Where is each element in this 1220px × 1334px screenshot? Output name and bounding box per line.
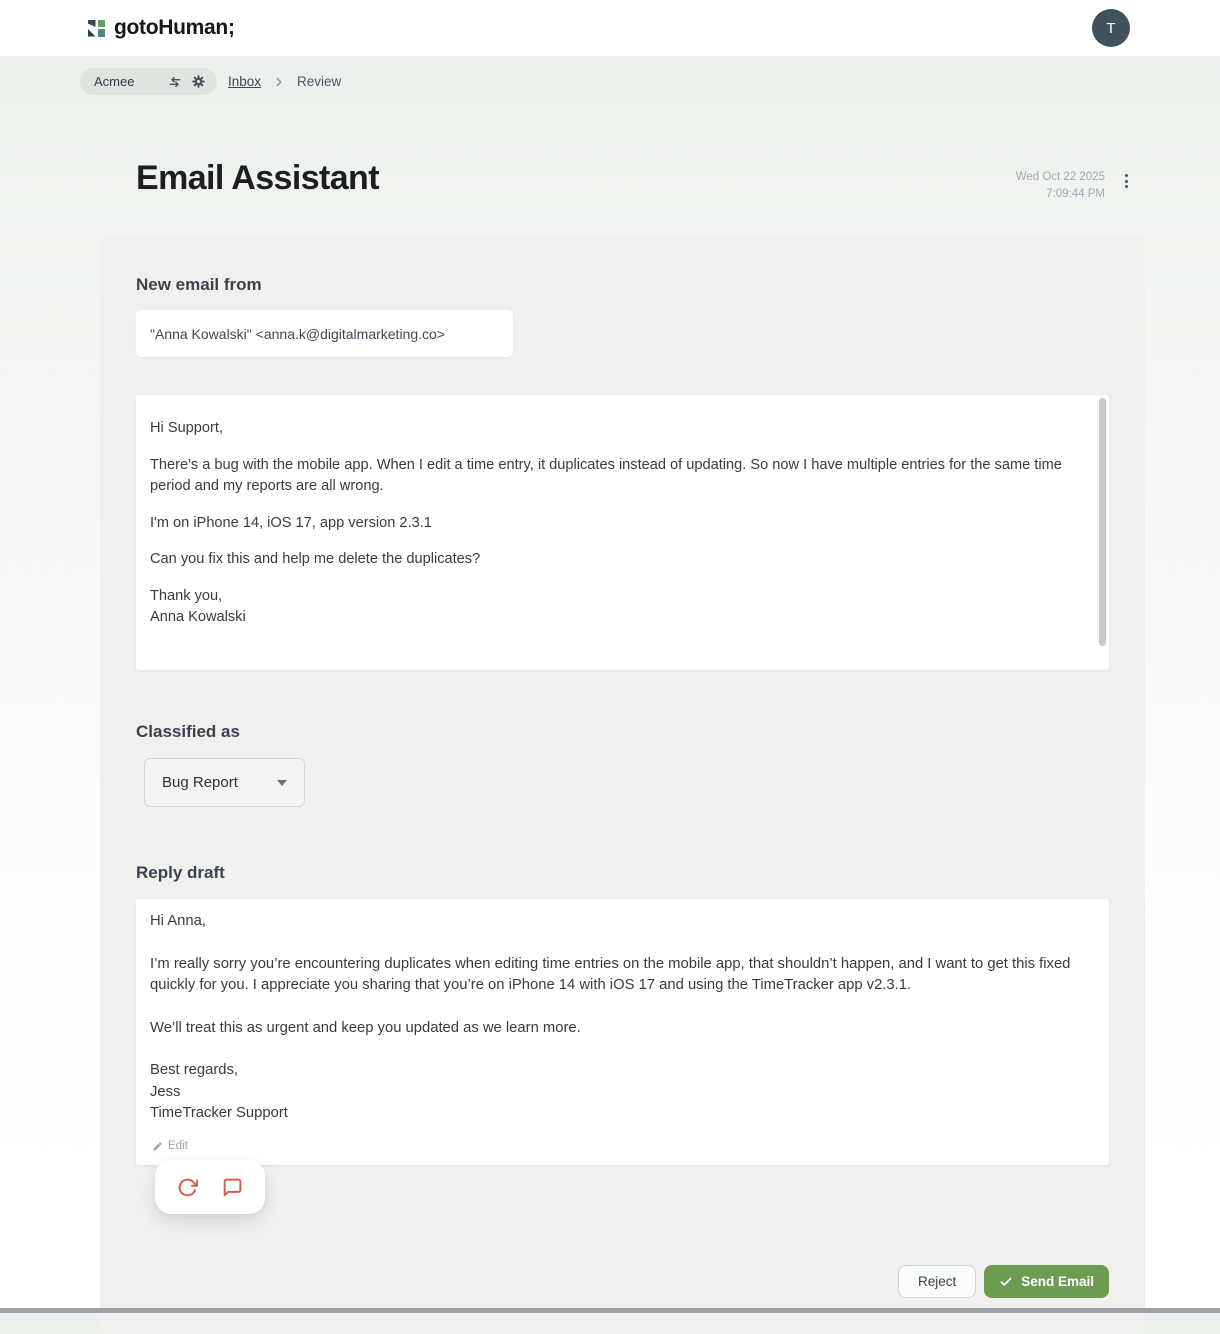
user-avatar[interactable]: T bbox=[1092, 9, 1130, 47]
more-options-icon[interactable] bbox=[1121, 171, 1132, 191]
incoming-email-card bbox=[136, 395, 1109, 670]
edit-button[interactable] bbox=[150, 1134, 190, 1160]
check-icon bbox=[999, 1275, 1013, 1289]
chevron-right-icon bbox=[272, 75, 286, 89]
logo-text: gotoHuman; bbox=[114, 16, 235, 39]
app-logo[interactable] bbox=[88, 16, 235, 40]
page-title: Email Assistant bbox=[136, 159, 379, 197]
reject-button[interactable]: Reject bbox=[898, 1265, 976, 1298]
reply-draft-body: Hi Anna, I’m really sorry you’re encountering duplicates when editing time entries on the mobile app, that shouldn’t happen, and I want to get this fixed quickly for you. I appreciate you sharing that you’re on iPhone 14 with iOS 17 and using the TimeTracker app v2.3.1. We’ll treat this as urgent and keep you updated as we learn more. Best regards, Jess TimeTracker Support bbox=[150, 913, 1071, 1121]
classification-select[interactable] bbox=[144, 758, 305, 807]
workspace-chip[interactable] bbox=[80, 68, 217, 95]
chevron-down-icon bbox=[277, 780, 287, 786]
regenerate-icon[interactable] bbox=[177, 1177, 198, 1198]
workspace-settings-icon[interactable] bbox=[191, 74, 206, 89]
timestamp-time: 7:09:44 PM bbox=[1046, 188, 1105, 200]
draft-actions-popover bbox=[155, 1160, 265, 1214]
app-header bbox=[0, 0, 1220, 57]
timestamp bbox=[1016, 169, 1105, 203]
breadcrumb-current: Review bbox=[297, 74, 342, 89]
timestamp-date: Wed Oct 22 2025 bbox=[1015, 171, 1105, 183]
pencil-icon bbox=[152, 1141, 163, 1152]
classified-heading: Classified as bbox=[136, 722, 240, 741]
send-email-button[interactable] bbox=[984, 1265, 1109, 1298]
send-email-label: Send Email bbox=[1021, 1274, 1094, 1289]
email-scrollbar[interactable] bbox=[1099, 398, 1106, 646]
footer-strip bbox=[0, 1308, 1220, 1313]
comment-icon[interactable] bbox=[222, 1177, 243, 1198]
review-panel bbox=[100, 236, 1145, 1334]
classification-value: Bug Report bbox=[162, 774, 238, 791]
breadcrumb-inbox-link[interactable]: Inbox bbox=[228, 74, 262, 89]
workspace-switch-icon[interactable] bbox=[168, 75, 182, 89]
incoming-email-body: Hi Support, There's a bug with the mobile app. When I edit a time entry, it duplicates instead of updating. So now I have multiple entries for the same time period and my reports are all wrong. I'm on iPhone 14, iOS 17, app version 2.3.1 Can you fix this and help me delete the duplicates? Thank you, Anna Kowalski bbox=[150, 420, 1062, 625]
reply-heading: Reply draft bbox=[136, 863, 225, 882]
from-heading: New email from bbox=[136, 275, 262, 294]
breadcrumb bbox=[80, 68, 1220, 95]
logo-icon bbox=[88, 20, 105, 37]
reply-draft-card bbox=[136, 899, 1109, 1165]
workspace-name: Acmee bbox=[94, 74, 135, 89]
edit-label: Edit bbox=[168, 1139, 188, 1152]
from-field[interactable]: "Anna Kowalski" <anna.k@digitalmarketing.co> bbox=[136, 310, 513, 357]
